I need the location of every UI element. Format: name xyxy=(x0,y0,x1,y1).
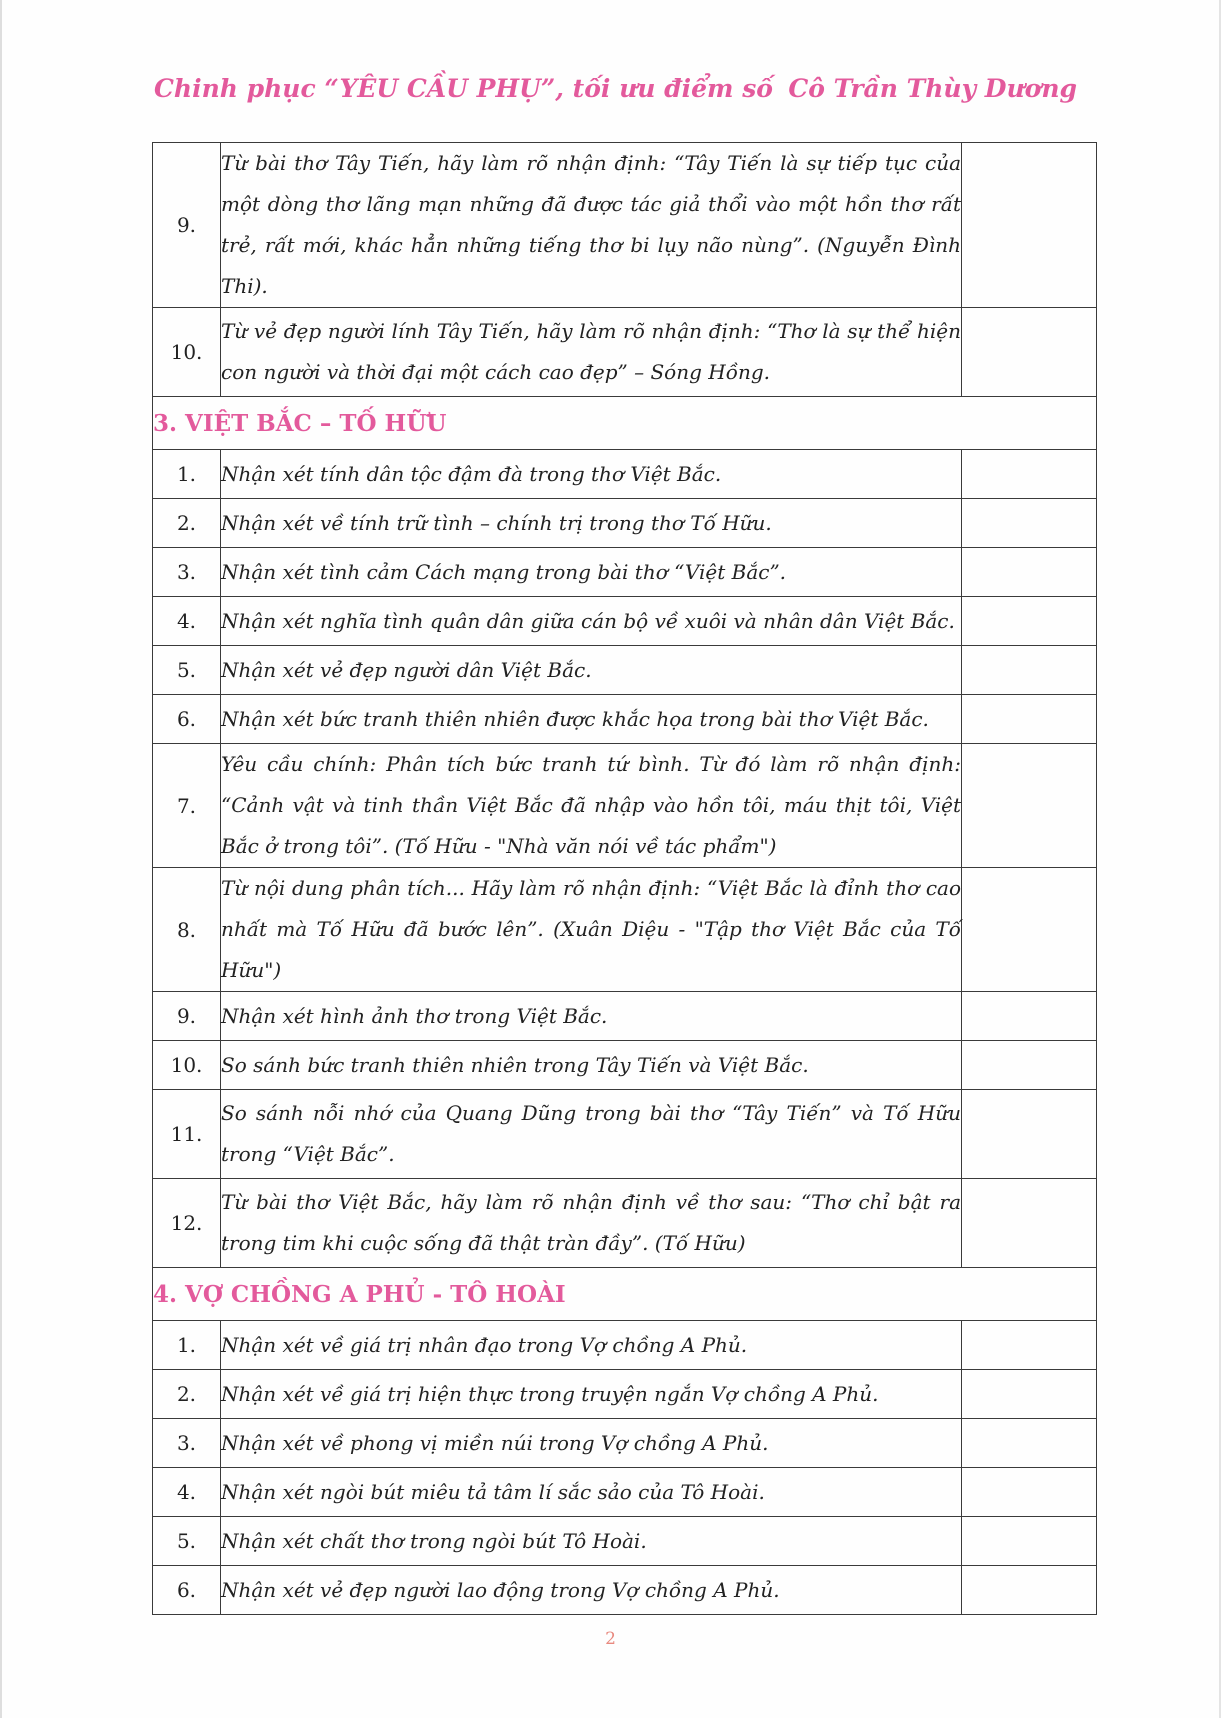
row-number: 9. xyxy=(153,992,221,1041)
row-blank-cell xyxy=(962,868,1097,992)
row-blank-cell xyxy=(962,1090,1097,1179)
row-number: 2. xyxy=(153,499,221,548)
table-row xyxy=(153,499,1097,548)
row-text: Nhận xét về giá trị hiện thực trong truyện ngắn Vợ chồng A Phủ. xyxy=(221,1370,962,1419)
row-blank-cell xyxy=(962,646,1097,695)
row-text: Từ vẻ đẹp người lính Tây Tiến, hãy làm rõ nhận định: “Thơ là sự thể hiện con người và thời đại một cách cao đẹp” – Sóng Hồng. xyxy=(221,308,962,397)
table-row xyxy=(153,308,1097,397)
row-number: 3. xyxy=(153,548,221,597)
table-row xyxy=(153,695,1097,744)
row-number: 10. xyxy=(153,1041,221,1090)
row-blank-cell xyxy=(962,744,1097,868)
row-blank-cell xyxy=(962,143,1097,308)
row-text: Nhận xét bức tranh thiên nhiên được khắc họa trong bài thơ Việt Bắc. xyxy=(221,695,962,744)
page-number: 2 xyxy=(605,1629,616,1649)
row-blank-cell xyxy=(962,597,1097,646)
row-text: Yêu cầu chính: Phân tích bức tranh tứ bình. Từ đó làm rõ nhận định: “Cảnh vật và tinh thần Việt Bắc đã nhập vào hồn tôi, máu thịt tôi, Việt Bắc ở trong tôi”. (Tố Hữu - "Nhà văn nói về tác phẩm") xyxy=(221,744,962,868)
row-blank-cell xyxy=(962,1370,1097,1419)
row-number: 3. xyxy=(153,1419,221,1468)
table-row xyxy=(153,143,1097,308)
row-text: Nhận xét tính dân tộc đậm đà trong thơ Việt Bắc. xyxy=(221,450,962,499)
row-text: Nhận xét vẻ đẹp người dân Việt Bắc. xyxy=(221,646,962,695)
header-title: Chinh phục “YÊU CẦU PHỤ”, tối ưu điểm số xyxy=(154,74,773,103)
row-number: 1. xyxy=(153,450,221,499)
row-text: Nhận xét chất thơ trong ngòi bút Tô Hoài. xyxy=(221,1517,962,1566)
table-row xyxy=(153,597,1097,646)
row-blank-cell xyxy=(962,992,1097,1041)
row-number: 6. xyxy=(153,1566,221,1615)
row-number: 6. xyxy=(153,695,221,744)
table-row xyxy=(153,1517,1097,1566)
table-row xyxy=(153,1566,1097,1615)
row-number: 4. xyxy=(153,597,221,646)
row-blank-cell xyxy=(962,1179,1097,1268)
table-row xyxy=(153,1370,1097,1419)
table-row xyxy=(153,1468,1097,1517)
row-blank-cell xyxy=(962,450,1097,499)
row-number: 1. xyxy=(153,1321,221,1370)
section-heading: 3. VIỆT BẮC – TỐ HỮU xyxy=(153,397,1097,450)
row-text: Từ nội dung phân tích... Hãy làm rõ nhận định: “Việt Bắc là đỉnh thơ cao nhất mà Tố Hữu đã bước lên”. (Xuân Diệu - "Tập thơ Việt Bắc của Tố Hữu") xyxy=(221,868,962,992)
row-text: So sánh nỗi nhớ của Quang Dũng trong bài thơ “Tây Tiến” và Tố Hữu trong “Việt Bắc”. xyxy=(221,1090,962,1179)
row-blank-cell xyxy=(962,499,1097,548)
section-heading: 4. VỢ CHỒNG A PHỦ - TÔ HOÀI xyxy=(153,1268,1097,1321)
row-number: 11. xyxy=(153,1090,221,1179)
row-number: 4. xyxy=(153,1468,221,1517)
row-number: 8. xyxy=(153,868,221,992)
table-row xyxy=(153,1321,1097,1370)
row-number: 10. xyxy=(153,308,221,397)
page-edge-left xyxy=(0,0,2,1718)
row-blank-cell xyxy=(962,548,1097,597)
row-blank-cell xyxy=(962,1517,1097,1566)
row-blank-cell xyxy=(962,1468,1097,1517)
table-row xyxy=(153,1179,1097,1268)
row-text: So sánh bức tranh thiên nhiên trong Tây Tiến và Việt Bắc. xyxy=(221,1041,962,1090)
question-table xyxy=(152,142,1097,1615)
row-number: 5. xyxy=(153,1517,221,1566)
row-number: 7. xyxy=(153,744,221,868)
row-text: Nhận xét về phong vị miền núi trong Vợ chồng A Phủ. xyxy=(221,1419,962,1468)
row-number: 9. xyxy=(153,143,221,308)
table-row xyxy=(153,1419,1097,1468)
row-blank-cell xyxy=(962,1566,1097,1615)
table-row xyxy=(153,992,1097,1041)
row-text: Nhận xét ngòi bút miêu tả tâm lí sắc sảo của Tô Hoài. xyxy=(221,1468,962,1517)
row-number: 2. xyxy=(153,1370,221,1419)
table-row xyxy=(153,450,1097,499)
row-number: 12. xyxy=(153,1179,221,1268)
row-text: Nhận xét hình ảnh thơ trong Việt Bắc. xyxy=(221,992,962,1041)
row-blank-cell xyxy=(962,695,1097,744)
table-row xyxy=(153,744,1097,868)
table-row xyxy=(153,868,1097,992)
header-author: Cô Trần Thùy Dương xyxy=(788,74,1077,103)
row-text: Nhận xét vẻ đẹp người lao động trong Vợ chồng A Phủ. xyxy=(221,1566,962,1615)
table-row xyxy=(153,646,1097,695)
row-text: Từ bài thơ Tây Tiến, hãy làm rõ nhận định: “Tây Tiến là sự tiếp tục của một dòng thơ lãng mạn những đã được tác giả thổi vào một hồn thơ rất trẻ, rất mới, khác hẳn những tiếng thơ bi lụy não nùng”. (Nguyễn Đình Thi). xyxy=(221,143,962,308)
section-heading-row xyxy=(153,1268,1097,1321)
section-heading-row xyxy=(153,397,1097,450)
row-text: Từ bài thơ Việt Bắc, hãy làm rõ nhận định về thơ sau: “Thơ chỉ bật ra trong tim khi cuộc sống đã thật tràn đầy”. (Tố Hữu) xyxy=(221,1179,962,1268)
row-text: Nhận xét tình cảm Cách mạng trong bài thơ “Việt Bắc”. xyxy=(221,548,962,597)
table-row xyxy=(153,1090,1097,1179)
table-row xyxy=(153,1041,1097,1090)
table-row xyxy=(153,548,1097,597)
row-blank-cell xyxy=(962,1321,1097,1370)
row-text: Nhận xét về giá trị nhân đạo trong Vợ chồng A Phủ. xyxy=(221,1321,962,1370)
row-blank-cell xyxy=(962,308,1097,397)
row-blank-cell xyxy=(962,1419,1097,1468)
row-text: Nhận xét nghĩa tình quân dân giữa cán bộ về xuôi và nhân dân Việt Bắc. xyxy=(221,597,962,646)
row-blank-cell xyxy=(962,1041,1097,1090)
row-number: 5. xyxy=(153,646,221,695)
row-text: Nhận xét về tính trữ tình – chính trị trong thơ Tố Hữu. xyxy=(221,499,962,548)
